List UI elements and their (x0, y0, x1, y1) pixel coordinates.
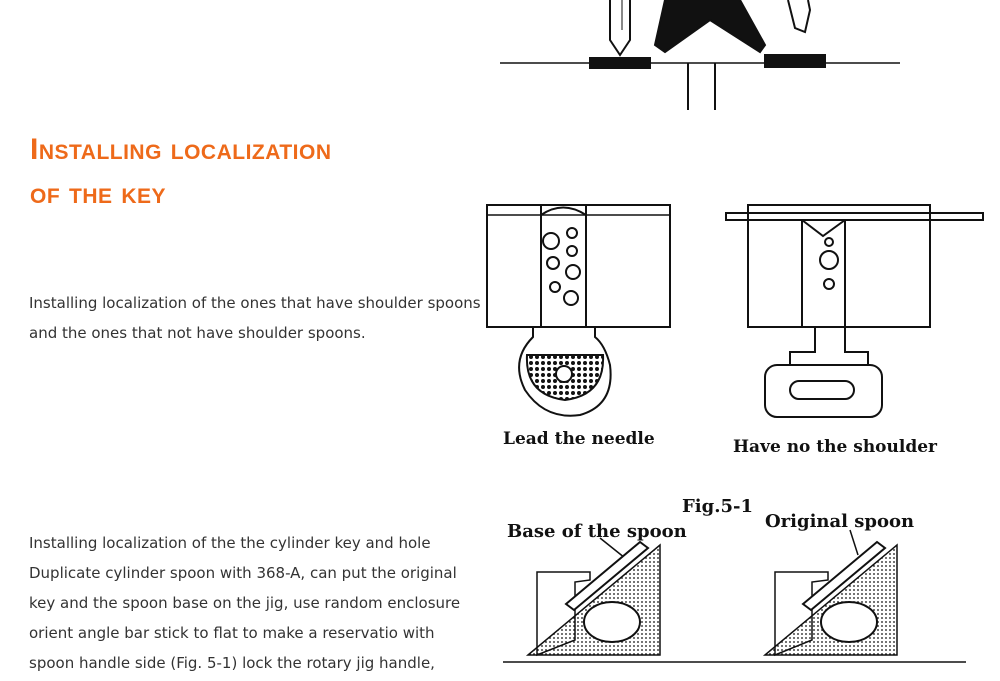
figure-label: Fig.5-1 (682, 496, 753, 517)
base-of-spoon-label: Base of the spoon (507, 521, 687, 542)
lead-needle-diagram (487, 205, 670, 416)
original-spoon-label: Original spoon (765, 511, 915, 532)
paragraph-line: Duplicate cylinder spoon with 368-A, can put the original (29, 564, 457, 582)
jig-diagram-right (765, 530, 897, 655)
paragraph-line: spoon handle side (Fig. 5-1) lock the rotary jig handle, (29, 654, 435, 672)
left-figure-caption: Lead the needle (503, 429, 655, 449)
right-figure-caption: Have no the shoulder (733, 437, 937, 457)
intro-paragraph: Installing localization of the ones that have shoulder spoons and the ones that not have shoulder spoons. (29, 294, 481, 342)
paragraph-line: key and the spoon base on the jig, use random enclosure (29, 594, 461, 612)
title-line-2: of the key (30, 177, 167, 210)
title-line-1: Installing localization (30, 133, 332, 166)
paragraph-line: orient angle bar stick to flat to make a reservatio with (29, 624, 435, 642)
top-clamp-diagram (500, 0, 900, 110)
no-shoulder-diagram (726, 205, 983, 417)
paragraph-line: Installing localization of the the cylinder key and hole (29, 534, 431, 552)
jig-diagram-left (528, 538, 660, 655)
